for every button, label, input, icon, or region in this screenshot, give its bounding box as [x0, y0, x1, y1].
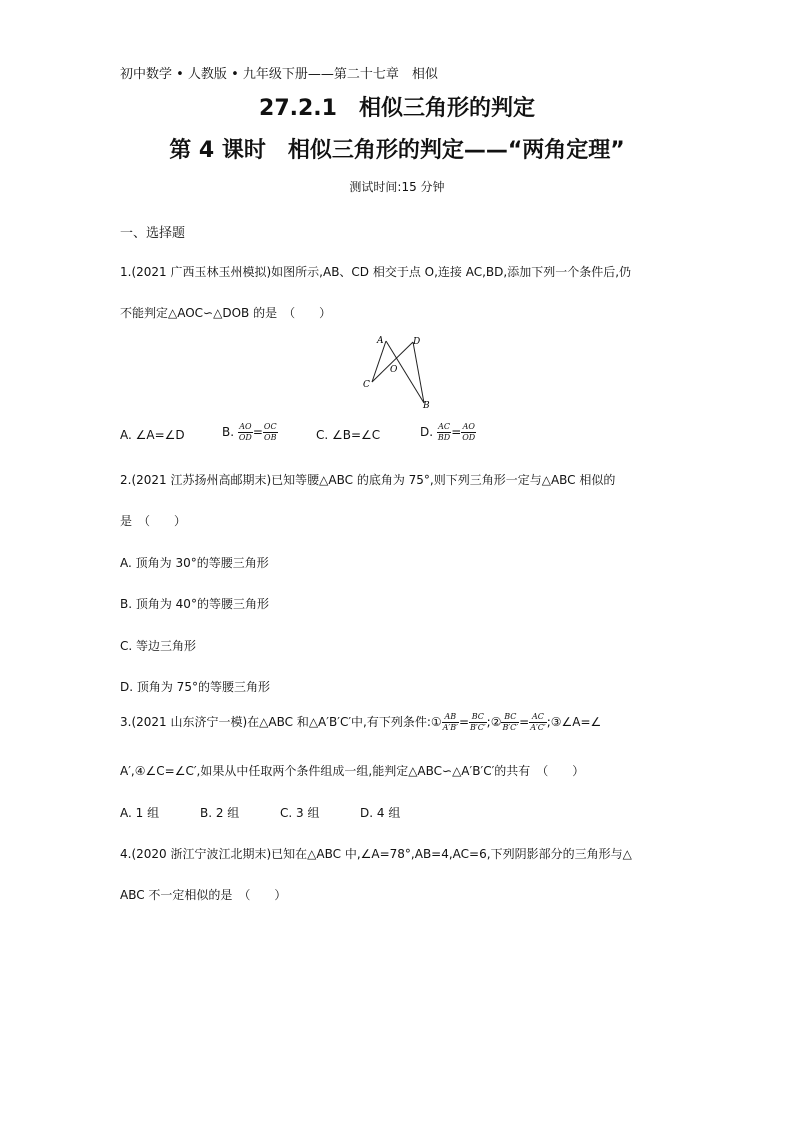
- q2-option-d: D. 顶角为 75°的等腰三角形: [120, 680, 270, 694]
- q2-stem-line2: 是 （ ）: [120, 514, 187, 528]
- lesson-title: 27.2.1 相似三角形的判定: [259, 96, 535, 121]
- q4-stem-line1: 4.(2020 浙江宁波江北期末)已知在△ABC 中,∠A=78°,AB=4,AC=6,下列阴影部分的三角形与△: [120, 847, 632, 861]
- q2-stem-line1: 2.(2021 江苏扬州高邮期末)已知等腰△ABC 的底角为 75°,则下列三角形一定与△ABC 相似的: [120, 473, 616, 487]
- q2-option-a: A. 顶角为 30°的等腰三角形: [120, 556, 269, 570]
- q3-stem-line2: A′,④∠C=∠C′,如果从中任取两个条件组成一组,能判定△ABC∽△A′B′C′的共有 （ ）: [120, 764, 585, 778]
- page-header: 初中数学 • 人教版 • 九年级下册——第二十七章 相似: [120, 67, 438, 82]
- equals-sign: =: [519, 715, 530, 729]
- q3-option-a: A. 1 组: [120, 806, 160, 820]
- q1-option-d-prefix: D.: [420, 425, 434, 439]
- q1-d-fraction-2: $\frac{AO}{OD}$: [462, 422, 476, 442]
- test-time: 测试时间:15 分钟: [349, 180, 445, 194]
- q1-option-d: [420, 422, 476, 443]
- q3-fraction-1: $\frac{AB}{A'B'}$: [442, 712, 458, 732]
- q1-stem-line1: 1.(2021 广西玉林玉州模拟)如图所示,AB、CD 相交于点 O,连接 AC,BD,添加下列一个条件后,仍: [120, 265, 632, 279]
- q1-d-fraction-1: $\frac{AC}{BD}$: [437, 422, 451, 442]
- label-a: A: [377, 336, 384, 346]
- q1-b-fraction-1: $\frac{AO}{OD}$: [238, 422, 252, 442]
- label-d: D: [413, 337, 421, 347]
- q1-option-c: C. ∠B=∠C: [316, 428, 381, 442]
- lesson-subtitle: 第 4 课时 相似三角形的判定——“两角定理”: [169, 138, 625, 163]
- label-o: O: [390, 365, 398, 375]
- section-heading: 一、选择题: [120, 226, 186, 241]
- label-b: B: [423, 401, 430, 411]
- q3-prefix: 3.(2021 山东济宁一模)在△ABC 和△A′B′C′中,有下列条件:①: [120, 715, 442, 729]
- q2-option-c: C. 等边三角形: [120, 639, 197, 653]
- q3-stem-line1: [120, 712, 601, 733]
- q1-option-a: A. ∠A=∠D: [120, 428, 185, 442]
- q3-mid: ;②: [486, 715, 502, 729]
- q2-option-b: B. 顶角为 40°的等腰三角形: [120, 597, 269, 611]
- q4-stem-line2: ABC 不一定相似的是 （ ）: [120, 888, 287, 902]
- equals-sign: =: [451, 425, 462, 439]
- equals-sign: =: [458, 715, 470, 729]
- label-c: C: [363, 380, 370, 390]
- q3-fraction-2: $\frac{BC}{B'C'}$: [470, 712, 486, 732]
- q3-option-c: C. 3 组: [280, 806, 320, 820]
- equals-sign: =: [252, 425, 263, 439]
- q3-fraction-4: $\frac{AC}{A'C'}$: [530, 712, 546, 732]
- q1-b-fraction-2: $\frac{OC}{OB}$: [263, 422, 277, 442]
- q1-stem-line2: 不能判定△AOC∽△DOB 的是 （ ）: [120, 306, 332, 320]
- q1-figure: [355, 330, 445, 412]
- q3-option-b: B. 2 组: [200, 806, 240, 820]
- q3-fraction-3: $\frac{BC}{B'C'}$: [502, 712, 519, 732]
- q1-option-b: [222, 422, 278, 443]
- q3-suffix: ;③∠A=∠: [546, 715, 602, 729]
- q3-option-d: D. 4 组: [360, 806, 401, 820]
- q1-option-b-prefix: B.: [222, 425, 235, 439]
